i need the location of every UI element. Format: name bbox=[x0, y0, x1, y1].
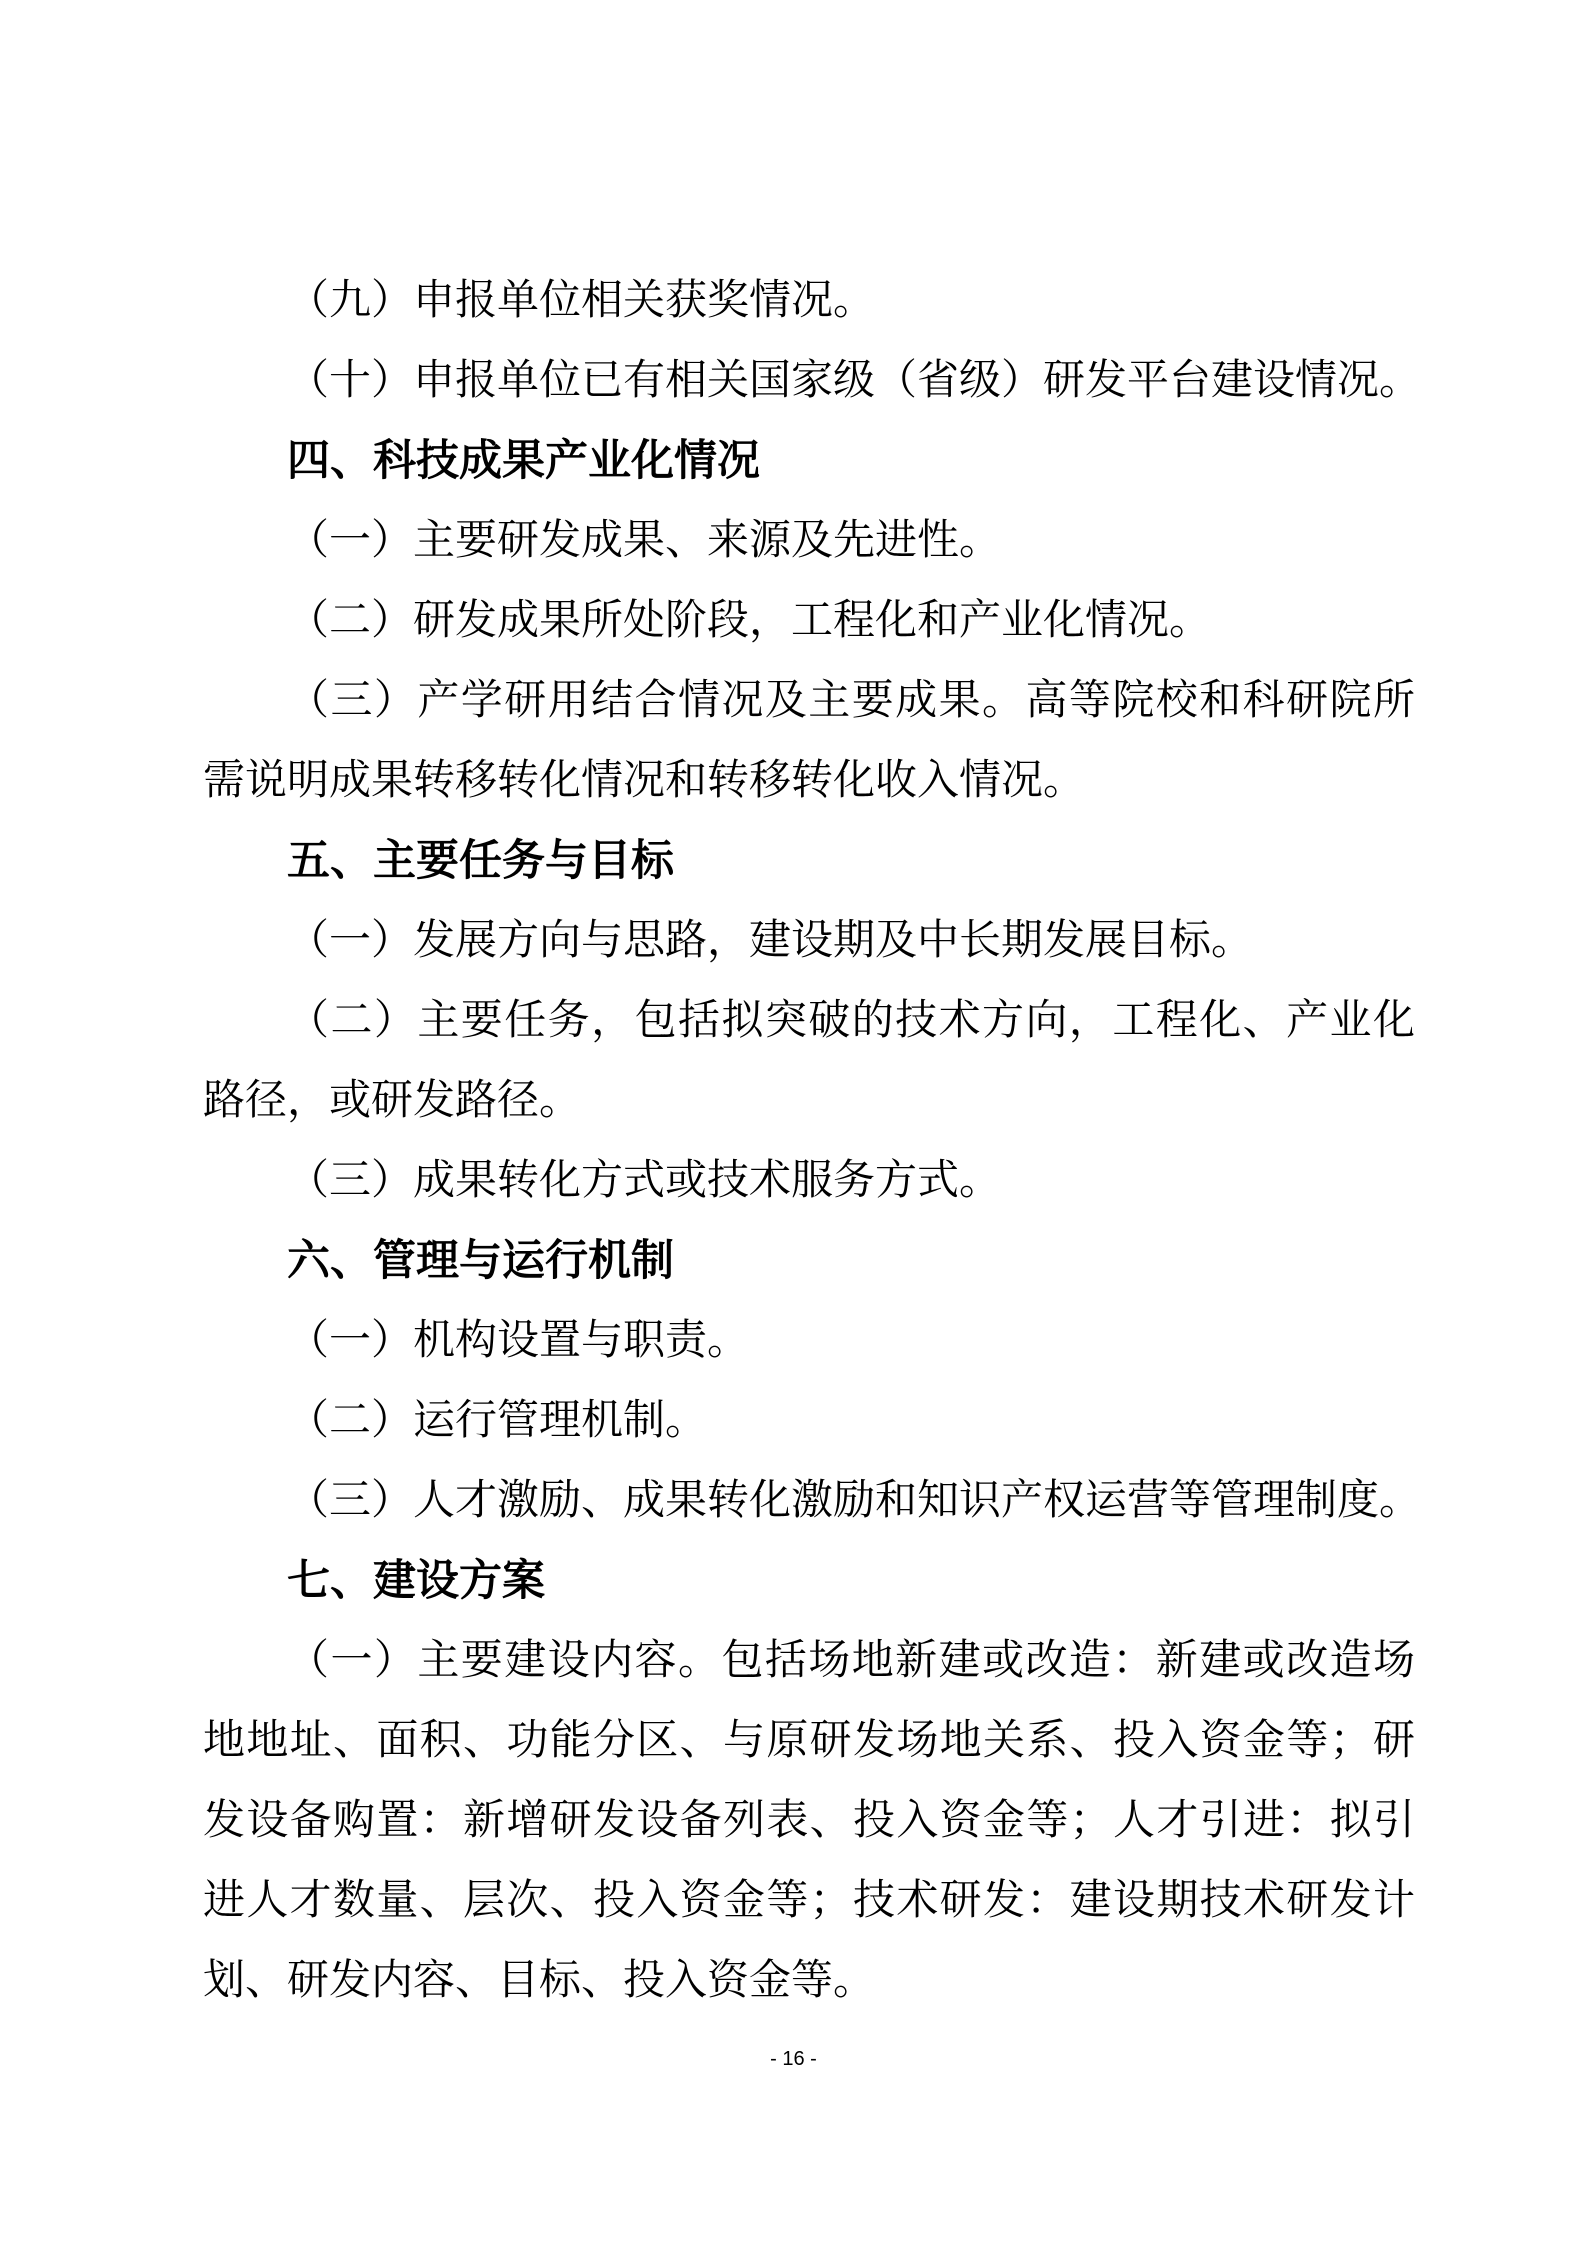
body-text-line: （一）机构设置与职责。 bbox=[287, 1318, 750, 1364]
body-text-line: （二）主要任务，包括拟突破的技术方向，工程化、产业化 bbox=[287, 998, 1415, 1044]
body-text-line: （二）研发成果所处阶段，工程化和产业化情况。 bbox=[287, 598, 1212, 644]
document-text-block bbox=[203, 261, 1422, 2021]
body-text-line: （九）申报单位相关获奖情况。 bbox=[287, 278, 876, 324]
body-text-line: （一）主要建设内容。包括场地新建或改造：新建或改造场 bbox=[287, 1638, 1415, 1684]
section-heading: 七、建设方案 bbox=[287, 1557, 545, 1605]
section-heading: 四、科技成果产业化情况 bbox=[287, 437, 760, 485]
page-number: - 16 - bbox=[770, 2048, 817, 2070]
section-heading: 五、主要任务与目标 bbox=[287, 837, 674, 885]
body-text-line: （一）主要研发成果、来源及先进性。 bbox=[287, 518, 1002, 564]
body-text-line: （十）申报单位已有相关国家级（省级）研发平台建设情况。 bbox=[287, 358, 1422, 404]
body-text-line: （三）人才激励、成果转化激励和知识产权运营等管理制度。 bbox=[287, 1478, 1422, 1524]
body-text-line: 需说明成果转移转化情况和转移转化收入情况。 bbox=[203, 758, 1086, 804]
body-text-line: 发设备购置：新增研发设备列表、投入资金等；人才引进：拟引 bbox=[203, 1798, 1415, 1844]
page-footer bbox=[0, 2047, 1587, 2071]
body-text-line: 划、研发内容、目标、投入资金等。 bbox=[203, 1958, 876, 2004]
body-text-line: 进人才数量、层次、投入资金等；技术研发：建设期技术研发计 bbox=[203, 1878, 1415, 1924]
body-text-line: （二）运行管理机制。 bbox=[287, 1398, 708, 1444]
section-heading: 六、管理与运行机制 bbox=[287, 1237, 674, 1285]
body-text-line: 路径，或研发路径。 bbox=[203, 1078, 582, 1124]
body-text-line: （一）发展方向与思路，建设期及中长期发展目标。 bbox=[287, 918, 1254, 964]
body-text-line: （三）产学研用结合情况及主要成果。高等院校和科研院所 bbox=[287, 678, 1415, 724]
body-text-line: 地地址、面积、功能分区、与原研发场地关系、投入资金等；研 bbox=[203, 1718, 1415, 1764]
body-text-line: （三）成果转化方式或技术服务方式。 bbox=[287, 1158, 1002, 1204]
